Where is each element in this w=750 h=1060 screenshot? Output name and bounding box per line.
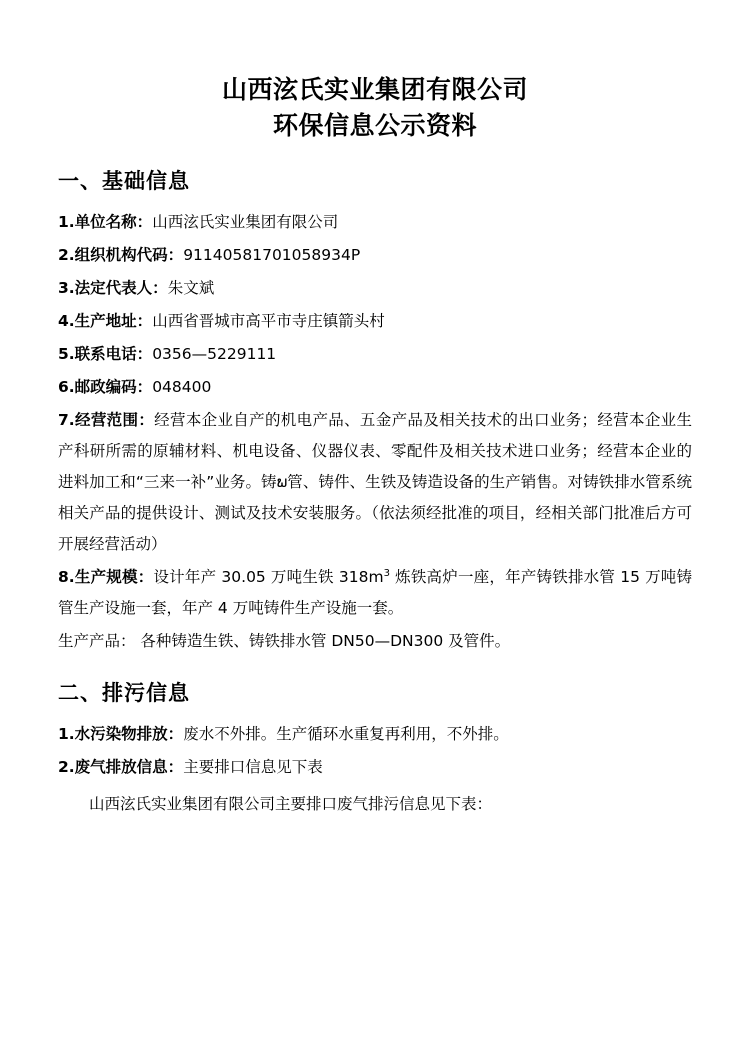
field-waste-gas-discharge: [58, 752, 692, 783]
field-waste-gas-discharge-label: 2.废气排放信息：: [58, 757, 184, 776]
page-title: [58, 72, 692, 145]
field-production-scale: [58, 562, 692, 624]
field-business-scope: [58, 405, 692, 560]
field-water-pollutant-discharge-label: 1.水污染物排放：: [58, 724, 184, 743]
field-production-products: 生产产品： 各种铸造生铁、铸铁排水管 DN50—DN300 及管件。: [58, 631, 511, 650]
field-postal-code-label: 6.邮政编码：: [58, 377, 153, 396]
field-legal-representative-value: 朱文斌: [167, 278, 215, 297]
section-heading-basic-info: 一、基础信息: [58, 168, 190, 193]
field-company-name-value: 山西泫氏实业集团有限公司: [152, 212, 339, 231]
field-business-scope-label: 7.经营范围：: [58, 410, 155, 429]
field-contact-phone-label: 5.联系电话：: [58, 344, 153, 363]
field-business-scope-value: 经营本企业自产的机电产品、五金产品及相关技术的出口业务；经营本企业生产科研所需的原辅材料、机电设备、仪器仪表、零配件及相关技术进口业务；经营本企业的进料加工和“三来一补”业务。铸ພ管、铸件、生铁及铸造设备的生产销售。对铸铁排水管系统相关产品的提供设计、测试及技术安装服务。（依法须经批准的项目，经相关部门批准后方可开展经营活动）: [58, 410, 692, 553]
field-production-scale-label: 8.生产规模：: [58, 567, 154, 586]
waste-gas-table-note: 山西泫氏实业集团有限公司主要排口废气排污信息见下表：: [89, 794, 493, 813]
field-contact-phone-value: 0356—5229111: [152, 344, 277, 363]
field-org-code-value: 91140581701058934P: [183, 245, 361, 264]
field-postal-code-value: 048400: [152, 377, 212, 396]
field-postal-code: [58, 372, 692, 403]
field-org-code: [58, 240, 692, 271]
field-production-address-value: 山西省晋城市高平市寺庄镇箭头村: [152, 311, 385, 330]
section-heading-pollution-info: 二、排污信息: [58, 680, 190, 705]
field-production-scale-value-part2: 炼铁高炉一座，年产铸铁排水管 15 万吨铸管生产设施一套，年产 4 万吨铸件生产设施一套。: [58, 567, 692, 617]
field-contact-phone: [58, 339, 692, 370]
field-legal-representative: [58, 273, 692, 304]
field-waste-gas-discharge-value: 主要排口信息见下表: [183, 757, 323, 776]
field-company-name: [58, 207, 692, 238]
field-org-code-label: 2.组织机构代码：: [58, 245, 184, 264]
field-production-scale-value-part1: 设计年产 30.05 万吨生铁 318m: [153, 567, 384, 586]
title-line-2: 环保信息公示资料: [272, 111, 477, 141]
field-water-pollutant-discharge: [58, 719, 692, 750]
field-legal-representative-label: 3.法定代表人：: [58, 278, 168, 297]
field-company-name-label: 1.单位名称：: [58, 212, 153, 231]
field-production-address-label: 4.生产地址：: [58, 311, 153, 330]
field-production-scale-superscript: 3: [383, 567, 390, 579]
field-water-pollutant-discharge-value: 废水不外排。生产循环水重复再利用，不外排。: [183, 724, 509, 743]
title-line-1: 山西泫氏实业集团有限公司: [221, 75, 528, 104]
field-production-address: [58, 306, 692, 337]
